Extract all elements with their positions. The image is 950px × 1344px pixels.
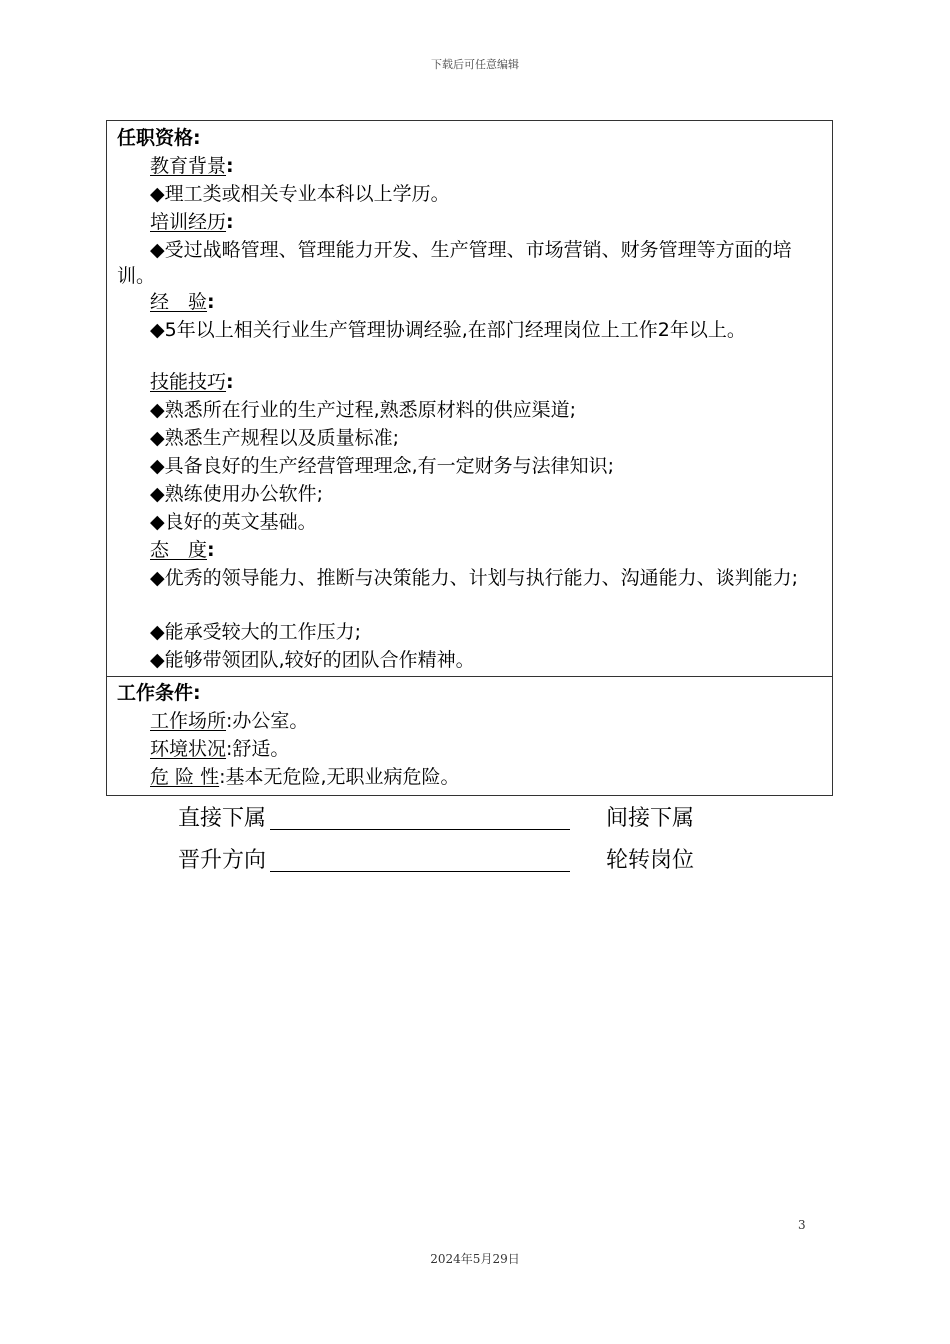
skills-label: 技能技巧: (150, 371, 234, 393)
experience-item: ◆5年以上相关行业生产管理协调经验,在部门经理岗位上工作2年以上。 (150, 319, 746, 341)
training-label: 培训经历: (150, 211, 234, 233)
direct-subordinate-field[interactable] (270, 829, 570, 830)
direct-subordinate-label: 直接下属 (178, 806, 267, 831)
training-item: ◆受过战略管理、管理能力开发、生产管理、市场营销、财务管理等方面的培训。 (117, 239, 792, 287)
page-header: 下载后可任意编辑 (431, 58, 519, 71)
qualifications-title: 任职资格: (117, 127, 201, 149)
page-number: 3 (798, 1218, 806, 1232)
attitude-item: ◆能够带领团队,较好的团队合作精神。 (150, 649, 475, 671)
environment-row: 环境状况:舒适。 (150, 738, 290, 760)
skills-item: ◆良好的英文基础。 (150, 511, 317, 533)
education-item: ◆理工类或相关专业本科以上学历。 (150, 183, 450, 205)
risk-row: 危 险 性:基本无危险,无职业病危险。 (150, 766, 460, 788)
promotion-label: 晋升方向 (178, 848, 267, 873)
education-label: 教育背景: (150, 155, 234, 177)
skills-item: ◆熟练使用办公软件; (150, 483, 324, 505)
workplace-row: 工作场所:办公室。 (150, 710, 309, 732)
footer-date: 2024年5月29日 (430, 1252, 520, 1266)
qualifications-section (106, 120, 833, 677)
skills-item: ◆熟悉所在行业的生产过程,熟悉原材料的供应渠道; (150, 399, 577, 421)
promotion-field[interactable] (270, 871, 570, 872)
rotation-label: 轮转岗位 (606, 848, 695, 873)
skills-item: ◆具备良好的生产经营管理理念,有一定财务与法律知识; (150, 455, 615, 477)
attitude-item: ◆能承受较大的工作压力; (150, 621, 362, 643)
attitude-item: ◆优秀的领导能力、推断与决策能力、计划与执行能力、沟通能力、谈判能力; (150, 567, 799, 589)
conditions-section (106, 676, 833, 796)
conditions-title: 工作条件: (117, 682, 201, 704)
attitude-label: 态 度: (150, 539, 215, 561)
indirect-subordinate-label: 间接下属 (606, 806, 695, 831)
skills-item: ◆熟悉生产规程以及质量标准; (150, 427, 400, 449)
experience-label: 经 验: (150, 291, 215, 313)
